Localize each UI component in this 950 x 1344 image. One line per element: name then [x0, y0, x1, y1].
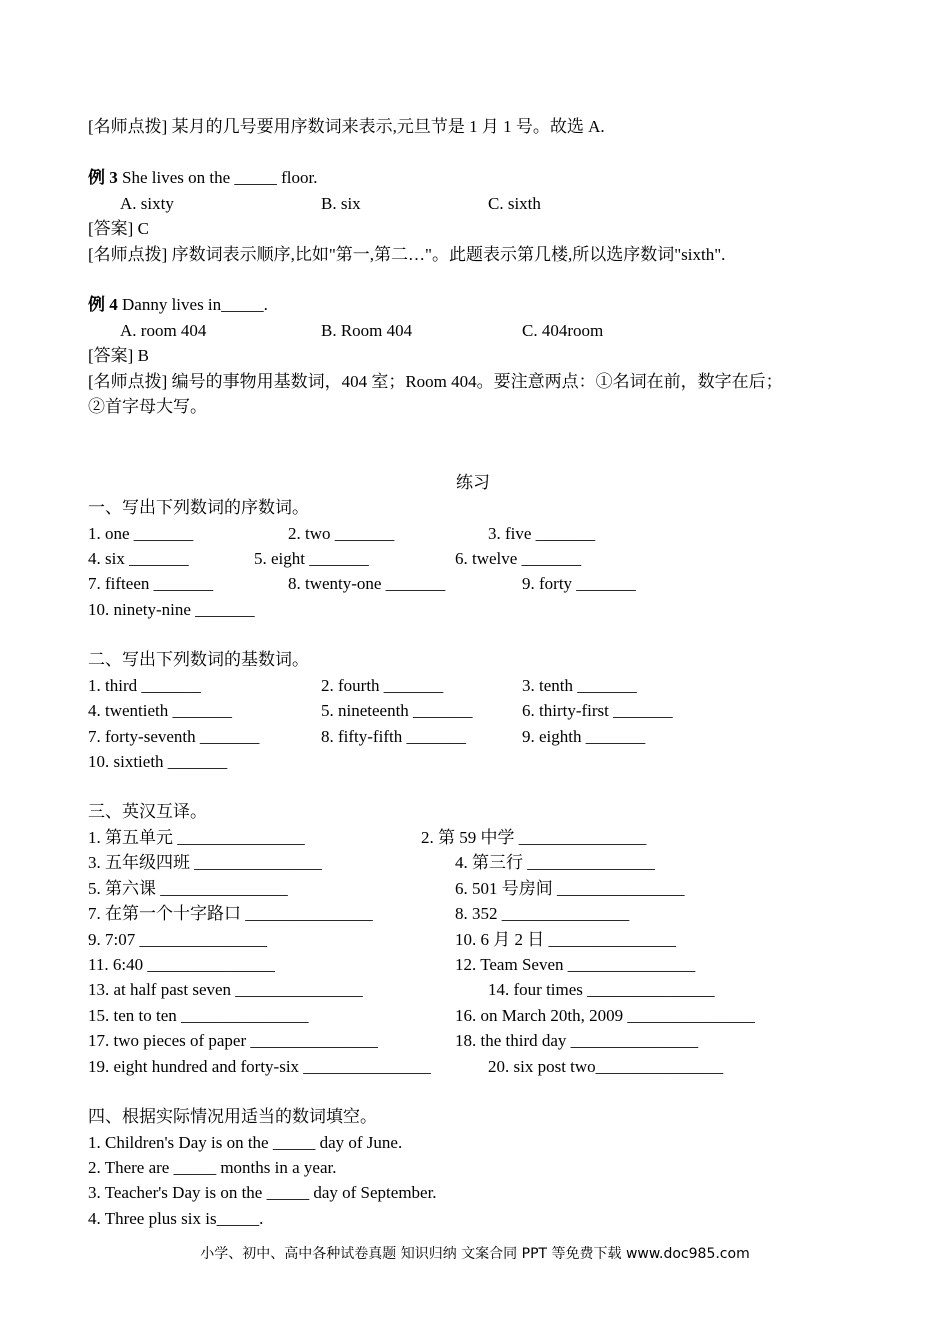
section-2-item: 6. thirty-first _______	[522, 701, 673, 720]
section-1-item: 3. five _______	[488, 524, 596, 543]
section-3-item: 2. 第 59 中学 _______________	[421, 828, 647, 847]
practice-title: 练习	[456, 473, 490, 492]
example-4-option-b: B. Room 404	[321, 321, 413, 340]
section-2-item: 9. eighth _______	[522, 727, 646, 746]
section-3-item: 5. 第六课 _______________	[88, 879, 288, 898]
section-3-item: 18. the third day _______________	[455, 1031, 699, 1050]
section-3-item: 7. 在第一个十字路口 _______________	[88, 904, 373, 923]
section-3-item: 17. two pieces of paper _______________	[88, 1031, 378, 1050]
section-2-item: 4. twentieth _______	[88, 701, 233, 720]
section-3-title: 三、英汉互译。	[88, 802, 207, 821]
section-1-item: 8. twenty-one _______	[288, 574, 446, 593]
section-3-item: 1. 第五单元 _______________	[88, 828, 305, 847]
example-4-question	[88, 294, 268, 316]
section-3-item: 12. Team Seven _______________	[455, 955, 696, 974]
section-1-item: 9. forty _______	[522, 574, 636, 593]
example-4-option-a: A. room 404	[120, 321, 207, 340]
section-3-item: 11. 6:40 _______________	[88, 955, 275, 974]
footer-download-note: 小学、初中、高中各种试卷真题 知识归纳 文案合同 PPT 等免费下载 www.doc985.com	[200, 1246, 750, 1262]
section-3-item: 10. 6 月 2 日 _______________	[455, 930, 676, 949]
section-1-item: 4. six _______	[88, 549, 189, 568]
example-3-label: 例 3	[88, 168, 118, 187]
example-3-option-a: A. sixty	[120, 194, 174, 213]
section-4-title: 四、根据实际情况用适当的数词填空。	[88, 1107, 377, 1126]
example-3-answer: [答案] C	[88, 219, 149, 238]
example-4-tip-line-2: ②首字母大写。	[88, 397, 207, 416]
section-3-item: 19. eight hundred and forty-six _______________	[88, 1057, 431, 1076]
section-3-item: 13. at half past seven _______________	[88, 980, 363, 999]
section-1-item: 5. eight _______	[254, 549, 369, 568]
section-2-title: 二、写出下列数词的基数词。	[88, 650, 309, 669]
example-3-tip: [名师点拨] 序数词表示顺序,比如"第一,第二…"。此题表示第几楼,所以选序数词"sixth".	[88, 245, 726, 264]
example-4-option-c: C. 404room	[522, 321, 604, 340]
section-2-item: 1. third _______	[88, 676, 201, 695]
example-3-text: She lives on the _____ floor.	[117, 168, 318, 187]
section-3-item: 15. ten to ten _______________	[88, 1006, 309, 1025]
example-4-text: Danny lives in_____.	[117, 295, 268, 314]
section-4-item: 2. There are _____ months in a year.	[88, 1158, 337, 1177]
section-2-item: 8. fifty-fifth _______	[321, 727, 466, 746]
section-1-title: 一、写出下列数词的序数词。	[88, 498, 309, 517]
example-3-question	[88, 167, 317, 189]
section-2-item: 2. fourth _______	[321, 676, 444, 695]
section-4-item: 1. Children's Day is on the _____ day of June.	[88, 1133, 403, 1152]
section-3-item: 8. 352 _______________	[455, 904, 630, 923]
section-1-item: 6. twelve _______	[455, 549, 582, 568]
section-3-item: 6. 501 号房间 _______________	[455, 879, 685, 898]
tip-example-2: [名师点拨] 某月的几号要用序数词来表示,元旦节是 1 月 1 号。故选 A.	[88, 117, 605, 136]
section-4-item: 3. Teacher's Day is on the _____ day of September.	[88, 1183, 437, 1202]
section-3-item: 3. 五年级四班 _______________	[88, 853, 322, 872]
section-1-item: 1. one _______	[88, 524, 194, 543]
section-2-item: 3. tenth _______	[522, 676, 637, 695]
section-1-item: 7. fifteen _______	[88, 574, 214, 593]
section-2-item: 5. nineteenth _______	[321, 701, 473, 720]
section-2-item: 7. forty-seventh _______	[88, 727, 260, 746]
section-4-item: 4. Three plus six is_____.	[88, 1209, 264, 1228]
section-1-item: 2. two _______	[288, 524, 395, 543]
example-4-answer: [答案] B	[88, 346, 149, 365]
example-3-option-c: C. sixth	[488, 194, 541, 213]
section-3-item: 9. 7:07 _______________	[88, 930, 267, 949]
section-2-item: 10. sixtieth _______	[88, 752, 228, 771]
example-3-option-b: B. six	[321, 194, 361, 213]
example-4-tip-line-1: [名师点拨] 编号的事物用基数词，404 室；Room 404。要注意两点：①名词在前，数字在后；	[88, 372, 783, 391]
section-3-item: 4. 第三行 _______________	[455, 853, 655, 872]
section-1-item: 10. ninety-nine _______	[88, 600, 255, 619]
section-3-item: 14. four times _______________	[488, 980, 715, 999]
section-3-item: 20. six post two_______________	[488, 1057, 724, 1076]
section-3-item: 16. on March 20th, 2009 _______________	[455, 1006, 755, 1025]
example-4-label: 例 4	[88, 295, 118, 314]
